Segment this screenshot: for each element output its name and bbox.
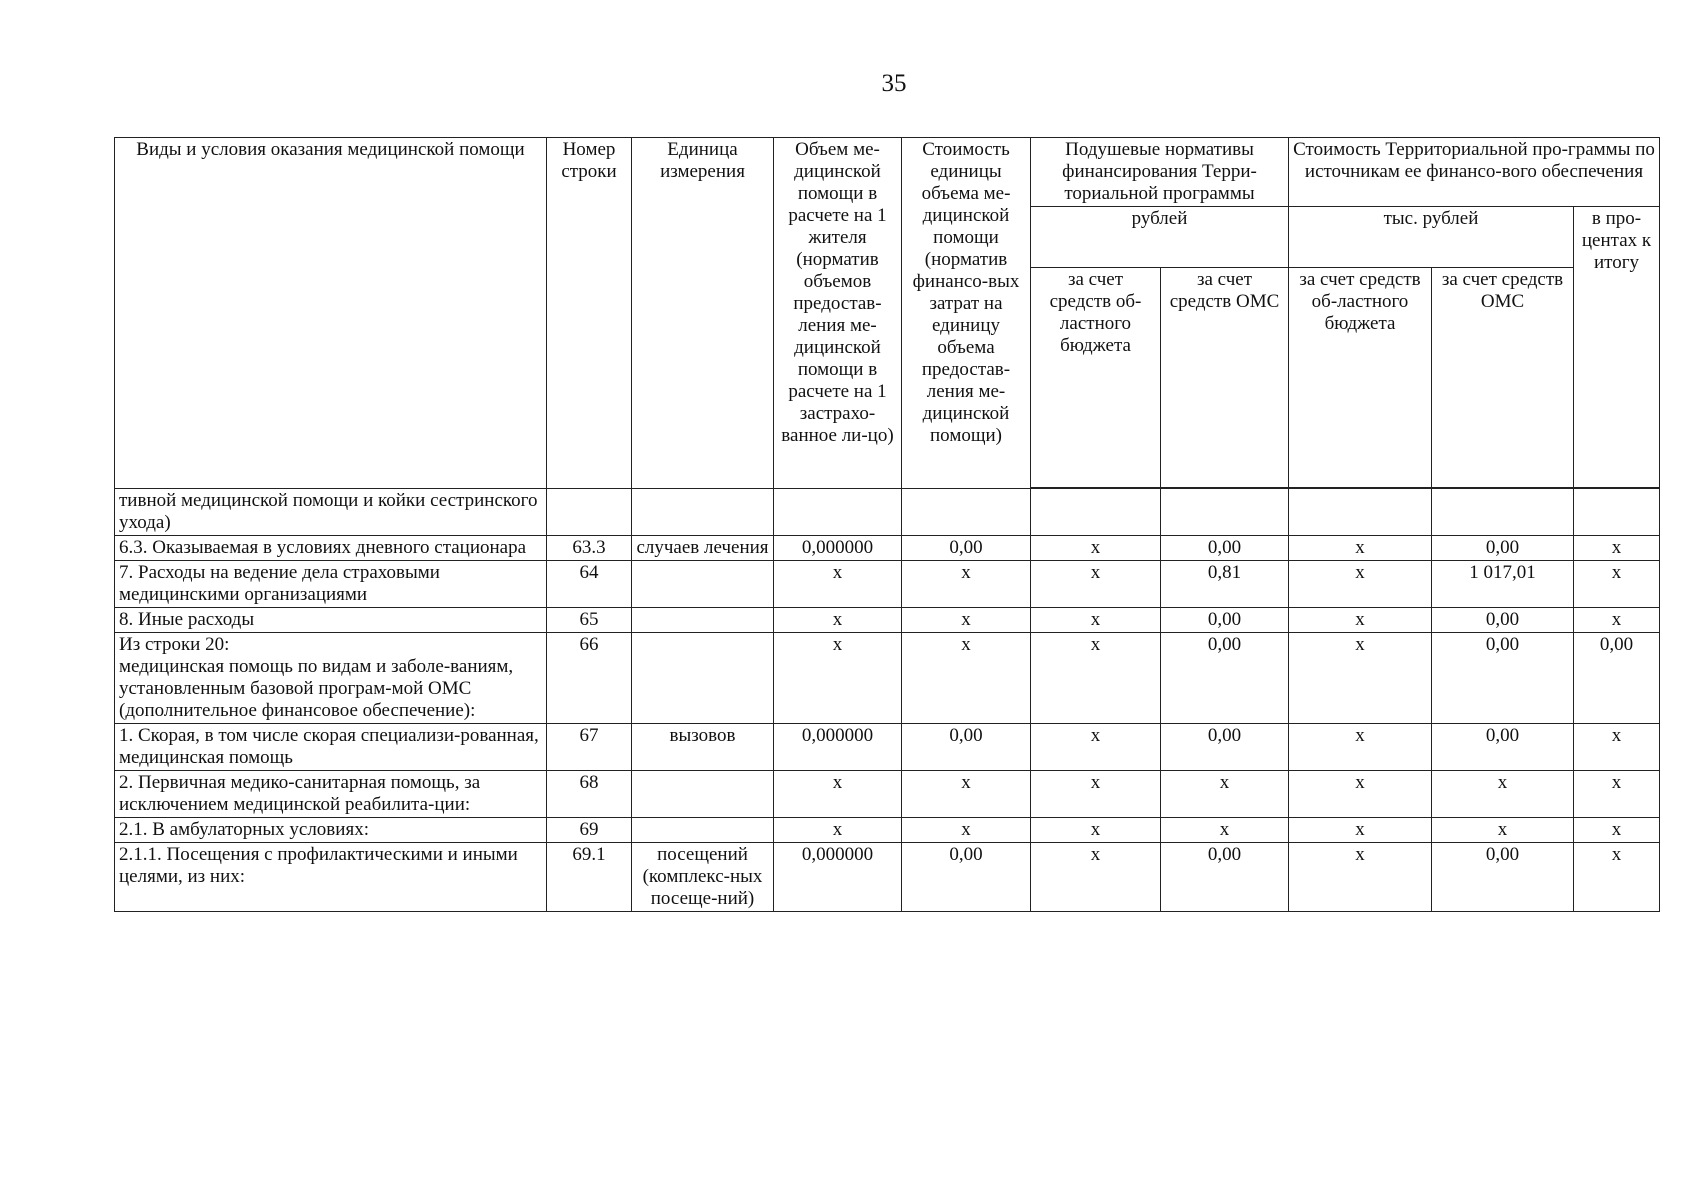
- cell-unit: посещений (комплекс-ных посеще-ний): [632, 843, 774, 912]
- header-cost-unit: тыс. рублей: [1289, 207, 1574, 268]
- cell-num: 63.3: [547, 536, 632, 561]
- cell-cost: 0,00: [902, 843, 1031, 912]
- cell-cost: x: [902, 818, 1031, 843]
- header-percent: в про-центах к итогу: [1574, 207, 1660, 488]
- cell-pc-budget: x: [1031, 724, 1161, 771]
- cell-unit: [632, 608, 774, 633]
- cell-pc-oms: x: [1161, 771, 1289, 818]
- cell-volume: 0,000000: [774, 536, 902, 561]
- header-pc-oms: за счет средств ОМС: [1161, 267, 1289, 487]
- cell-volume: 0,000000: [774, 724, 902, 771]
- cell-cost-oms: x: [1432, 771, 1574, 818]
- cell-num: 69.1: [547, 843, 632, 912]
- cell-cost-budget: x: [1289, 843, 1432, 912]
- cell-cost: [902, 489, 1031, 536]
- cell-name: Из строки 20: медицинская помощь по видам и заболе-ваниям, установленным базовой програм-мой ОМС (дополнительное финансовое обеспечение):: [115, 633, 547, 724]
- header-per-capita-unit: рублей: [1031, 207, 1289, 268]
- cell-cost-oms: 1 017,01: [1432, 561, 1574, 608]
- cell-cost-oms: 0,00: [1432, 536, 1574, 561]
- cell-percent: x: [1574, 608, 1660, 633]
- header-per-capita-group: Подушевые нормативы финансирования Терри-ториальной программы: [1031, 138, 1289, 207]
- cell-pc-oms: [1161, 489, 1289, 536]
- cell-percent: x: [1574, 843, 1660, 912]
- cell-cost: x: [902, 608, 1031, 633]
- page-number: 35: [881, 70, 907, 97]
- header-row-number: Номер строки: [547, 138, 632, 489]
- table-row: [115, 561, 1660, 608]
- header-cost-oms: за счет средств ОМС: [1432, 267, 1574, 487]
- table-row: [115, 818, 1660, 843]
- header-kind: Виды и условия оказания медицинской помощи: [115, 138, 547, 489]
- cell-cost-budget: x: [1289, 561, 1432, 608]
- cell-cost: x: [902, 561, 1031, 608]
- cell-percent: x: [1574, 771, 1660, 818]
- table-row: [115, 608, 1660, 633]
- cell-cost: x: [902, 771, 1031, 818]
- cell-pc-budget: [1031, 489, 1161, 536]
- cell-pc-oms: 0,00: [1161, 536, 1289, 561]
- cell-name: 8. Иные расходы: [115, 608, 547, 633]
- cell-cost-budget: x: [1289, 536, 1432, 561]
- cell-pc-budget: x: [1031, 843, 1161, 912]
- table-row: [115, 843, 1660, 912]
- cell-pc-oms: 0,00: [1161, 608, 1289, 633]
- cell-cost-oms: 0,00: [1432, 843, 1574, 912]
- cell-percent: x: [1574, 536, 1660, 561]
- header-cost-group: Стоимость Территориальной про-граммы по источникам ее финансо-вого обеспечения: [1289, 138, 1660, 207]
- cell-unit: [632, 818, 774, 843]
- cell-cost-budget: x: [1289, 608, 1432, 633]
- cell-name: 2. Первичная медико-санитарная помощь, за исключением медицинской реабилита-ции:: [115, 771, 547, 818]
- cell-pc-budget: x: [1031, 818, 1161, 843]
- table-row: [115, 724, 1660, 771]
- cell-cost-budget: x: [1289, 818, 1432, 843]
- cell-num: 66: [547, 633, 632, 724]
- cell-unit: [632, 489, 774, 536]
- header-unit-cost: Стоимость единицы объема ме-дицинской помощи (норматив финансо-вых затрат на единицу объема предостав-ления ме-дицинской помощи): [902, 138, 1031, 489]
- cell-percent: [1574, 489, 1660, 536]
- cell-num: 67: [547, 724, 632, 771]
- cell-unit: [632, 561, 774, 608]
- financing-table: [114, 137, 1660, 912]
- cell-volume: x: [774, 771, 902, 818]
- cell-pc-budget: x: [1031, 561, 1161, 608]
- cell-cost-budget: [1289, 489, 1432, 536]
- cell-pc-budget: x: [1031, 633, 1161, 724]
- cell-volume: x: [774, 608, 902, 633]
- table-row: [115, 633, 1660, 724]
- cell-volume: [774, 489, 902, 536]
- cell-cost: 0,00: [902, 724, 1031, 771]
- cell-cost-oms: 0,00: [1432, 724, 1574, 771]
- cell-cost: 0,00: [902, 536, 1031, 561]
- header-pc-budget: за счет средств об-ластного бюджета: [1031, 267, 1161, 487]
- table-row: [115, 489, 1660, 536]
- cell-volume: x: [774, 561, 902, 608]
- cell-percent: x: [1574, 724, 1660, 771]
- header-volume: Объем ме-дицинской помощи в расчете на 1 жителя (норматив объемов предостав-ления ме-дицинской помощи в расчете на 1 застрахо-ванное ли-цо): [774, 138, 902, 489]
- cell-pc-budget: x: [1031, 771, 1161, 818]
- cell-num: [547, 489, 632, 536]
- cell-pc-budget: x: [1031, 536, 1161, 561]
- cell-cost-oms: 0,00: [1432, 633, 1574, 724]
- cell-cost-oms: 0,00: [1432, 608, 1574, 633]
- cell-percent: x: [1574, 561, 1660, 608]
- cell-num: 69: [547, 818, 632, 843]
- cell-pc-oms: x: [1161, 818, 1289, 843]
- cell-name: 6.3. Оказываемая в условиях дневного стационара: [115, 536, 547, 561]
- cell-name: 2.1. В амбулаторных условиях:: [115, 818, 547, 843]
- cell-pc-oms: 0,00: [1161, 843, 1289, 912]
- cell-pc-oms: 0,00: [1161, 724, 1289, 771]
- cell-cost-budget: x: [1289, 724, 1432, 771]
- cell-unit: случаев лечения: [632, 536, 774, 561]
- cell-volume: 0,000000: [774, 843, 902, 912]
- cell-unit: вызовов: [632, 724, 774, 771]
- cell-name: 2.1.1. Посещения с профилактическими и иными целями, из них:: [115, 843, 547, 912]
- cell-name: 1. Скорая, в том числе скорая специализи-рованная, медицинская помощь: [115, 724, 547, 771]
- cell-pc-oms: 0,81: [1161, 561, 1289, 608]
- cell-percent: 0,00: [1574, 633, 1660, 724]
- cell-cost-oms: x: [1432, 818, 1574, 843]
- cell-unit: [632, 633, 774, 724]
- header-cost-budget: за счет средств об-ластного бюджета: [1289, 267, 1432, 487]
- cell-volume: x: [774, 818, 902, 843]
- cell-pc-oms: 0,00: [1161, 633, 1289, 724]
- header-unit: Единица измерения: [632, 138, 774, 489]
- table-body: [115, 489, 1660, 912]
- cell-pc-budget: x: [1031, 608, 1161, 633]
- cell-name: тивной медицинской помощи и койки сестринского ухода): [115, 489, 547, 536]
- table-row: [115, 771, 1660, 818]
- cell-cost: x: [902, 633, 1031, 724]
- header-row-1: [115, 138, 1660, 207]
- cell-cost-budget: x: [1289, 633, 1432, 724]
- cell-cost-budget: x: [1289, 771, 1432, 818]
- cell-unit: [632, 771, 774, 818]
- cell-volume: x: [774, 633, 902, 724]
- cell-num: 64: [547, 561, 632, 608]
- cell-num: 68: [547, 771, 632, 818]
- cell-name: 7. Расходы на ведение дела страховыми медицинскими организациями: [115, 561, 547, 608]
- cell-cost-oms: [1432, 489, 1574, 536]
- table-row: [115, 536, 1660, 561]
- cell-percent: x: [1574, 818, 1660, 843]
- cell-num: 65: [547, 608, 632, 633]
